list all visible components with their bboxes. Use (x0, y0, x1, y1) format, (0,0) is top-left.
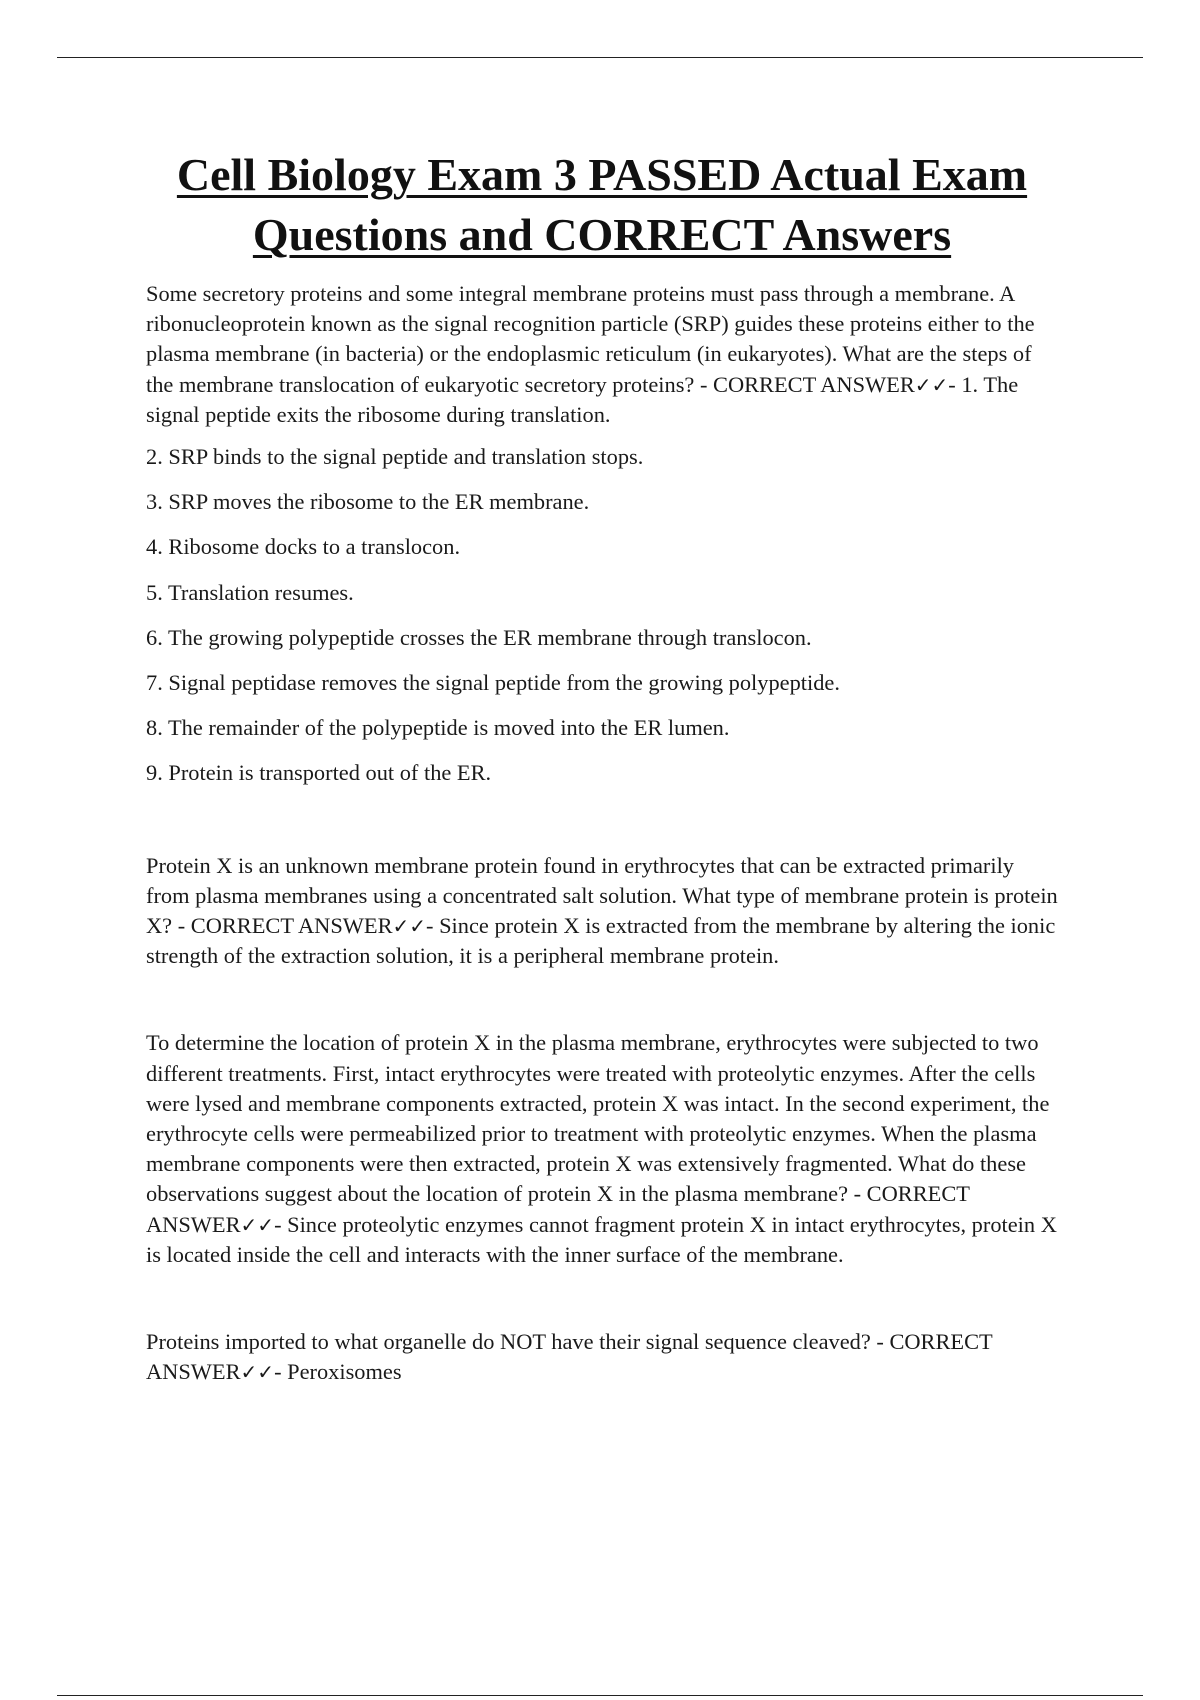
spacer (146, 971, 1058, 1028)
question-text: Protein X is an unknown membrane protein found in erythrocytes that can be extracted primarily from plasma membranes using a concentrated salt solution. What type of membrane protein is protein X? - (146, 852, 1058, 939)
question-text: To determine the location of protein X in the plasma membrane, erythrocytes were subjected to two different treatments. First, intact erythrocytes were treated with proteolytic enzymes. After the cells were lysed and membrane components extracted, protein X was intact. In the second experiment, the erythrocyte cells were permeabilized prior to treatment with proteolytic enzymes. When the plasma membrane components were then extracted, protein X was extensively fragmented. What do these observations suggest about the location of protein X in the plasma membrane? - (146, 1030, 1050, 1207)
answer-text: - 1. The signal peptide exits the ribosome during translation. (146, 371, 1019, 427)
answer-step: 5. Translation resumes. (146, 579, 354, 605)
answer-text: - Since protein X is extracted from the membrane by altering the ionic strength of the extraction solution, it is a peripheral membrane protein. (146, 913, 1056, 969)
answer-step: 7. Signal peptidase removes the signal peptide from the growing polypeptide. (146, 670, 840, 696)
qa-question-paragraph (146, 279, 1058, 430)
document-title (146, 145, 1058, 265)
check-marks-icon: ✓✓ (392, 914, 427, 939)
qa-item (146, 1327, 1058, 1387)
top-rule (57, 57, 1143, 58)
answer-step: 4. Ribosome docks to a translocon. (146, 534, 461, 560)
spacer (146, 1270, 1058, 1327)
answer-step: 9. Protein is transported out of the ER. (146, 760, 492, 786)
qa-question-paragraph (146, 1327, 1058, 1387)
bottom-rule (57, 1695, 1143, 1696)
answer-step: 2. SRP binds to the signal peptide and translation stops. (146, 444, 644, 470)
check-marks-icon: ✓✓ (240, 1360, 275, 1385)
check-marks-icon: ✓✓ (914, 372, 949, 397)
answer-text: - Since proteolytic enzymes cannot fragment protein X in intact erythrocytes, protein X is located inside the cell and interacts with the inner surface of the membrane. (146, 1211, 1057, 1267)
title-line-2: Questions and CORRECT Answers (252, 209, 952, 260)
question-text: Some secretory proteins and some integral membrane proteins must pass through a membrane. A ribonucleoprotein known as the signal recognition particle (SRP) guides these proteins either to the plasma membrane (in bacteria) or the endoplasmic reticulum (in eukaryotes). What are the steps of the membrane translocation of eukaryotic secretory proteins? - (146, 281, 1035, 397)
answer-step: 3. SRP moves the ribosome to the ER membrane. (146, 489, 590, 515)
qa-item (146, 1028, 1058, 1270)
check-marks-icon: ✓✓ (240, 1212, 275, 1237)
answer-text: - Peroxisomes (274, 1359, 402, 1385)
qa-item (146, 279, 1058, 789)
answer-step: 8. The remainder of the polypeptide is moved into the ER lumen. (146, 715, 730, 741)
answer-step: 6. The growing polypeptide crosses the ER membrane through translocon. (146, 624, 812, 650)
qa-item (146, 851, 1058, 972)
answer-marker: CORRECT ANSWER (146, 1181, 970, 1237)
answer-marker: CORRECT ANSWER (146, 1329, 993, 1385)
title-line-1: Cell Biology Exam 3 PASSED Actual Exam (176, 149, 1028, 200)
question-text: Proteins imported to what organelle do NOT have their signal sequence cleaved? - (146, 1329, 890, 1355)
qa-question-paragraph (146, 1028, 1058, 1270)
spacer (146, 789, 1058, 851)
document-body (146, 145, 1058, 1387)
answer-marker: CORRECT ANSWER (190, 913, 393, 939)
answer-marker: CORRECT ANSWER (713, 371, 915, 397)
qa-question-paragraph (146, 851, 1058, 972)
